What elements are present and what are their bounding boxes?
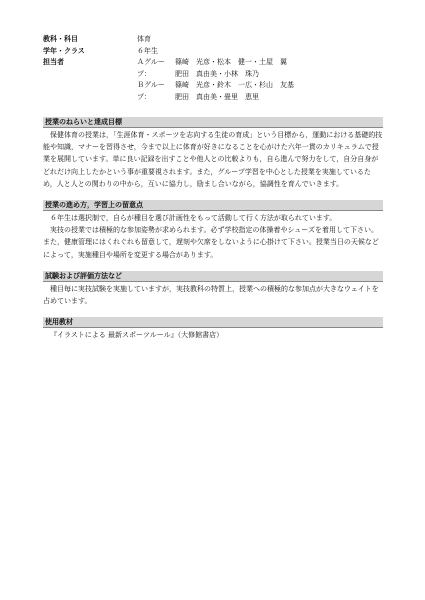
teacher-groups bbox=[137, 57, 383, 103]
syllabus-page bbox=[43, 34, 383, 341]
grade-label: 学年・クラス bbox=[43, 46, 85, 55]
section-materials bbox=[43, 317, 383, 341]
section-evaluation bbox=[43, 271, 383, 307]
group-b-name: Ｂグループ： bbox=[137, 81, 165, 101]
group-a-line-1: 篠崎 光彦・松本 健一・土屋 翼 bbox=[175, 58, 287, 66]
group-a-line-2: 肥田 真由美・小林 珠乃 bbox=[175, 69, 259, 78]
group-b bbox=[137, 80, 383, 103]
method-paragraph-2: 実技の授業では積極的な参加姿勢が求められます。必ず学校指定の体操着やシューズを着用して下さい。また，健康管理にはくれぐれも留意して，遅刻や欠席をしないように心掛けて下さい。授業当日の天候などによって，実施種目や場所を変更する場合があります。 bbox=[43, 226, 379, 259]
subject-value: 体育 bbox=[137, 35, 151, 43]
subject-row bbox=[43, 34, 383, 46]
method-paragraph-1: ６年生は選択制で，自らが種目を選び計画性をもって活動して行く方法が取られています。 bbox=[50, 214, 337, 223]
evaluation-paragraph-1: 種目毎に実技試験を実施していますが，実技教科の特質上，授業への積極的な参加点が大きなウェイトを占めています。 bbox=[43, 284, 379, 306]
section-materials-body bbox=[43, 329, 383, 341]
section-goals-title: 授業のねらいと達成目標 bbox=[43, 117, 383, 128]
section-goals bbox=[43, 117, 383, 190]
teacher-label: 担当者 bbox=[43, 58, 64, 66]
goals-paragraph-1: 保健体育の授業は，「生涯体育・スポーツを志向する生徒の育成」という目標から，運動における基礎的技能や知識，マナーを習得させ，今まで以上に体育が好きになることを心がけた六年一貫のカリキュラムで授業を展開しています。単に良い記録を出すことや他人との比較よりも，自ら進んで努力をして，自分自身がどれだけ向上したかという事が重要視されます。また，グループ学習を中心とした授業を実施しているため，人と人との関わりの中から，互いに協力し，励まし合いながら，協調性を育んでいきます。 bbox=[43, 131, 383, 188]
section-method-title: 授業の進め方，学習上の留意点 bbox=[43, 200, 383, 211]
group-b-line-2: 肥田 真由美・畳里 恵里 bbox=[175, 92, 259, 101]
materials-paragraph-1: 『イラストによる 最新スポーツルール』（大修館書店） bbox=[50, 331, 224, 340]
course-info bbox=[43, 34, 383, 103]
section-materials-title: 使用教材 bbox=[43, 317, 383, 328]
grade-value: ６年生 bbox=[137, 46, 158, 55]
subject-label: 教科・科目 bbox=[43, 35, 78, 43]
section-goals-body bbox=[43, 129, 383, 190]
group-b-members bbox=[175, 80, 294, 103]
section-method-body bbox=[43, 212, 383, 261]
section-evaluation-body bbox=[43, 283, 383, 307]
group-a-name: Ａグループ： bbox=[137, 58, 165, 78]
section-evaluation-title: 試験および評価方法など bbox=[43, 271, 383, 282]
group-b-line-1: 篠崎 光彦・鈴木 一広・杉山 友基 bbox=[175, 81, 294, 89]
group-a-members bbox=[175, 57, 287, 80]
teacher-row bbox=[43, 57, 383, 103]
group-a bbox=[137, 57, 383, 80]
grade-row bbox=[43, 46, 383, 58]
section-method bbox=[43, 200, 383, 261]
